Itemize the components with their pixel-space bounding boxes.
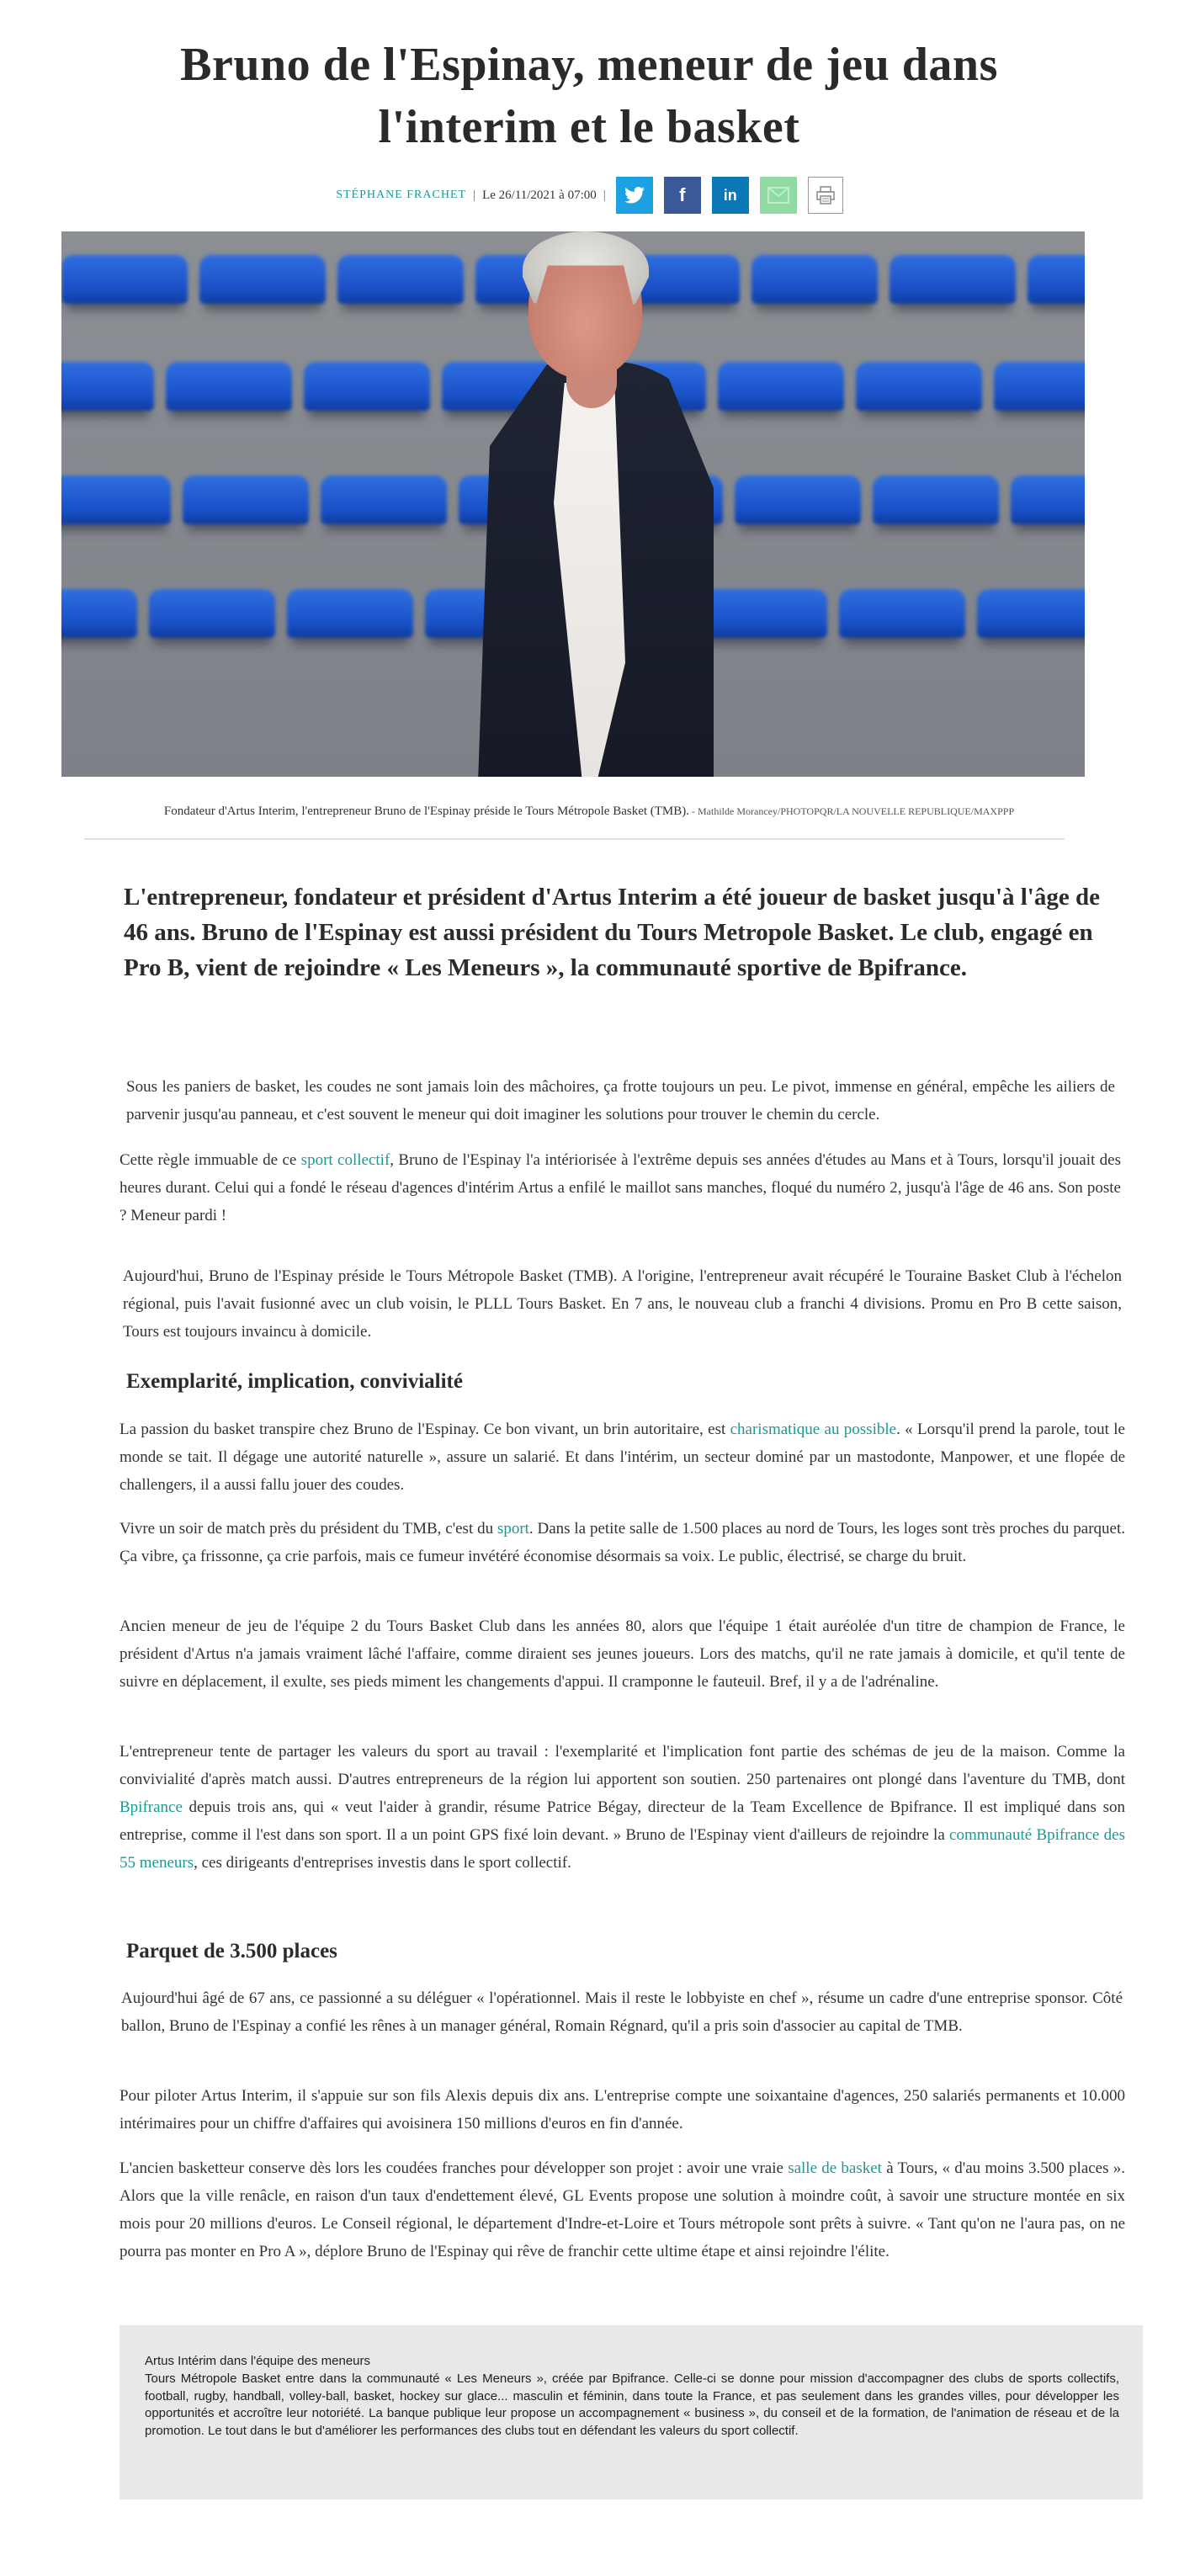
- byline: [0, 174, 1179, 216]
- link-bpifrance[interactable]: Bpifrance: [119, 1798, 183, 1816]
- link-charismatique[interactable]: charismatique au possible: [730, 1421, 897, 1438]
- author-link[interactable]: STÉPHANE FRACHET: [336, 189, 467, 201]
- paragraph: L'entrepreneur tente de partager les valeurs du sport au travail : l'exemplarité et l'implication font partie des schémas de jeu de la maison. Comme la convivialité d'après match aussi. D'autres entrepreneurs de la région lui apportent son soutien. 250 partenaires ont plongé dans l'aventure du TMB, dont Bpifrance depuis trois ans, qui « veut l'aider à grandir, résume Patrice Bégay, directeur de la Team Excellence de Bpifrance. Il est impliqué dans son entreprise, comme il l'est dans son sport. Il a un point GPS fixé loin devant. » Bruno de l'Espinay vient d'ailleurs de rejoindre la communauté Bpifrance des 55 meneurs, ces dirigeants d'entreprises investis dans le sport collectif.: [119, 1743, 1125, 1872]
- email-share-button[interactable]: [760, 177, 797, 214]
- photo-credit: - Mathilde Morancey/PHOTOPQR/LA NOUVELLE REPUBLIQUE/MAXPPP: [689, 805, 1015, 817]
- link-sport[interactable]: sport: [497, 1520, 529, 1538]
- print-button[interactable]: [808, 177, 843, 214]
- article-photo: [61, 231, 1085, 777]
- twitter-share-button[interactable]: [616, 177, 653, 214]
- byline-separator: |: [473, 188, 476, 202]
- article-lead: L'entrepreneur, fondateur et président d'Artus Interim a été joueur de basket jusqu'à l'âge de 46 ans. Bruno de l'Espinay est aussi président du Tours Metropole Basket. Le club, engagé en Pro B, vient de rejoindre « Les Meneurs », la communauté sportive de Bpifrance.: [124, 884, 1100, 981]
- paragraph: Ancien meneur de jeu de l'équipe 2 du Tours Basket Club dans les années 80, alors que l'équipe 1 était auréolée d'un titre de champion de France, le président d'Artus n'a jamais vraiment lâché l'affaire, comme diraient ses jeunes joueurs. Lors des matchs, qu'il ne rate jamais à domicile, et qu'il tente de suivre en déplacement, il exulte, ses pieds miment les changements d'appui. Il cramponne le fauteuil. Bref, il y a de l'adrénaline.: [119, 1617, 1125, 1691]
- info-box-text: Tours Métropole Basket entre dans la communauté « Les Meneurs », créée par Bpifrance. Celle-ci se donne pour mission d'accompagner des clubs de sports collectifs, football, rugby, handball, volley-ball, basket, hockey sur glace... masculin et féminin, dans toute la France, et pas seulement dans les grandes villes, pour développer les opportunités et accroître leur notoriété. La banque publique leur propose un accompagnement « business », du conseil et de la formation, de l'animation de réseau et de la promotion. Le tout dans le but d'améliorer les performances des clubs tout en défendant les valeurs du sport collectif.: [145, 2372, 1119, 2438]
- byline-separator: |: [603, 188, 606, 202]
- caption-text: Fondateur d'Artus Interim, l'entrepreneur Bruno de l'Espinay préside le Tours Métropole Basket (TMB).: [163, 805, 690, 818]
- info-box-title: Artus Intérim dans l'équipe des meneurs: [145, 2354, 371, 2368]
- facebook-share-button[interactable]: [664, 177, 701, 214]
- publish-date: Le 26/11/2021 à 07:00: [482, 188, 597, 202]
- paragraph: La passion du basket transpire chez Bruno de l'Espinay. Ce bon vivant, un brin autoritaire, est charismatique au possible. « Lorsqu'il prend la parole, tout le monde se tait. Il dégage une autorité naturelle », assure un salarié. Et dans l'intérim, un secteur dominé par un mastodonte, Manpower, et une flopée de challengers, il a aussi fallu jouer des coudes.: [119, 1421, 1125, 1494]
- paragraph: Sous les paniers de basket, les coudes ne sont jamais loin des mâchoires, ça frotte toujours un peu. Le pivot, immense en général, empêche les ailiers de parvenir jusqu'au panneau, et c'est souvent le meneur qui doit imaginer les solutions pour trouver le chemin du cercle.: [126, 1078, 1115, 1123]
- share-buttons: [616, 177, 843, 214]
- print-icon: [815, 185, 836, 205]
- link-communaute-meneurs[interactable]: communauté Bpifrance des 55 meneurs: [119, 1826, 1125, 1872]
- linkedin-icon: in: [723, 186, 737, 204]
- section-heading: Exemplarité, implication, convivialité: [126, 1370, 463, 1393]
- facebook-icon: f: [679, 184, 686, 205]
- photo-caption: [109, 799, 1069, 823]
- linkedin-share-button[interactable]: [712, 177, 749, 214]
- paragraph: Aujourd'hui, Bruno de l'Espinay préside le Tours Métropole Basket (TMB). A l'origine, l'entrepreneur avait récupéré le Touraine Basket Club à l'échelon régional, puis l'avait fusionné avec un club voisin, le PLLL Tours Basket. En 7 ans, le nouveau club a franchi 4 divisions. Promu en Pro B cette saison, Tours est toujours invaincu à domicile.: [123, 1267, 1122, 1341]
- article-title: Bruno de l'Espinay, meneur de jeu dans l'interim et le basket: [180, 39, 998, 153]
- email-icon: [767, 187, 789, 204]
- paragraph: Cette règle immuable de ce sport collectif, Bruno de l'Espinay l'a intériorisée à l'extrême depuis ses années d'études au Mans et à Tours, lorsqu'il jouait des heures durant. Celui qui a fondé le réseau d'agences d'intérim Artus a enfilé le maillot sans manches, floqué du numéro 2, jusqu'à l'âge de 46 ans. Son poste ? Meneur pardi !: [119, 1151, 1121, 1224]
- twitter-icon: [624, 186, 645, 204]
- link-salle-de-basket[interactable]: salle de basket: [788, 2159, 882, 2177]
- info-box: [119, 2325, 1143, 2499]
- divider: [84, 838, 1065, 840]
- section-heading: Parquet de 3.500 places: [126, 1940, 337, 1963]
- paragraph: Pour piloter Artus Interim, il s'appuie sur son fils Alexis depuis dix ans. L'entreprise compte une soixantaine d'agences, 250 salariés permanents et 10.000 intérimaires pour un chiffre d'affaires qui avoisinera 150 millions d'euros en fin d'année.: [119, 2087, 1125, 2133]
- paragraph: L'ancien basketteur conserve dès lors les coudées franches pour développer son projet : avoir une vraie salle de basket à Tours, « d'au moins 3.500 places ». Alors que la ville renâcle, en raison d'un taux d'endettement élevé, GL Events propose une solution à moindre coût, à savoir une structure montée en six mois pour 20 millions d'euros. Le Conseil régional, le département d'Indre-et-Loire et Tours métropole sont prêts à suivre. « Tant qu'on ne l'aura pas, on ne pourra pas monter en Pro A », déplore Bruno de l'Espinay qui rêve de franchir cette ultime étape et ainsi rejoindre l'élite.: [119, 2159, 1126, 2260]
- paragraph: Aujourd'hui âgé de 67 ans, ce passionné a su déléguer « l'opérationnel. Mais il reste le lobbyiste en chef », résume un cadre d'une entreprise sponsor. Côté ballon, Bruno de l'Espinay a confié les rênes à un manager général, Romain Régnard, qu'il a pris soin d'associer au capital de TMB.: [121, 1989, 1123, 2035]
- link-sport-collectif[interactable]: sport collectif: [300, 1151, 390, 1169]
- paragraph: Vivre un soir de match près du président du TMB, c'est du sport. Dans la petite salle de 1.500 places au nord de Tours, les loges sont très proches du parquet. Ça vibre, ça frissonne, ça crie parfois, mais ce fumeur invétéré économise désormais sa voix. Le public, électrisé, se charge du bruit.: [119, 1520, 1125, 1565]
